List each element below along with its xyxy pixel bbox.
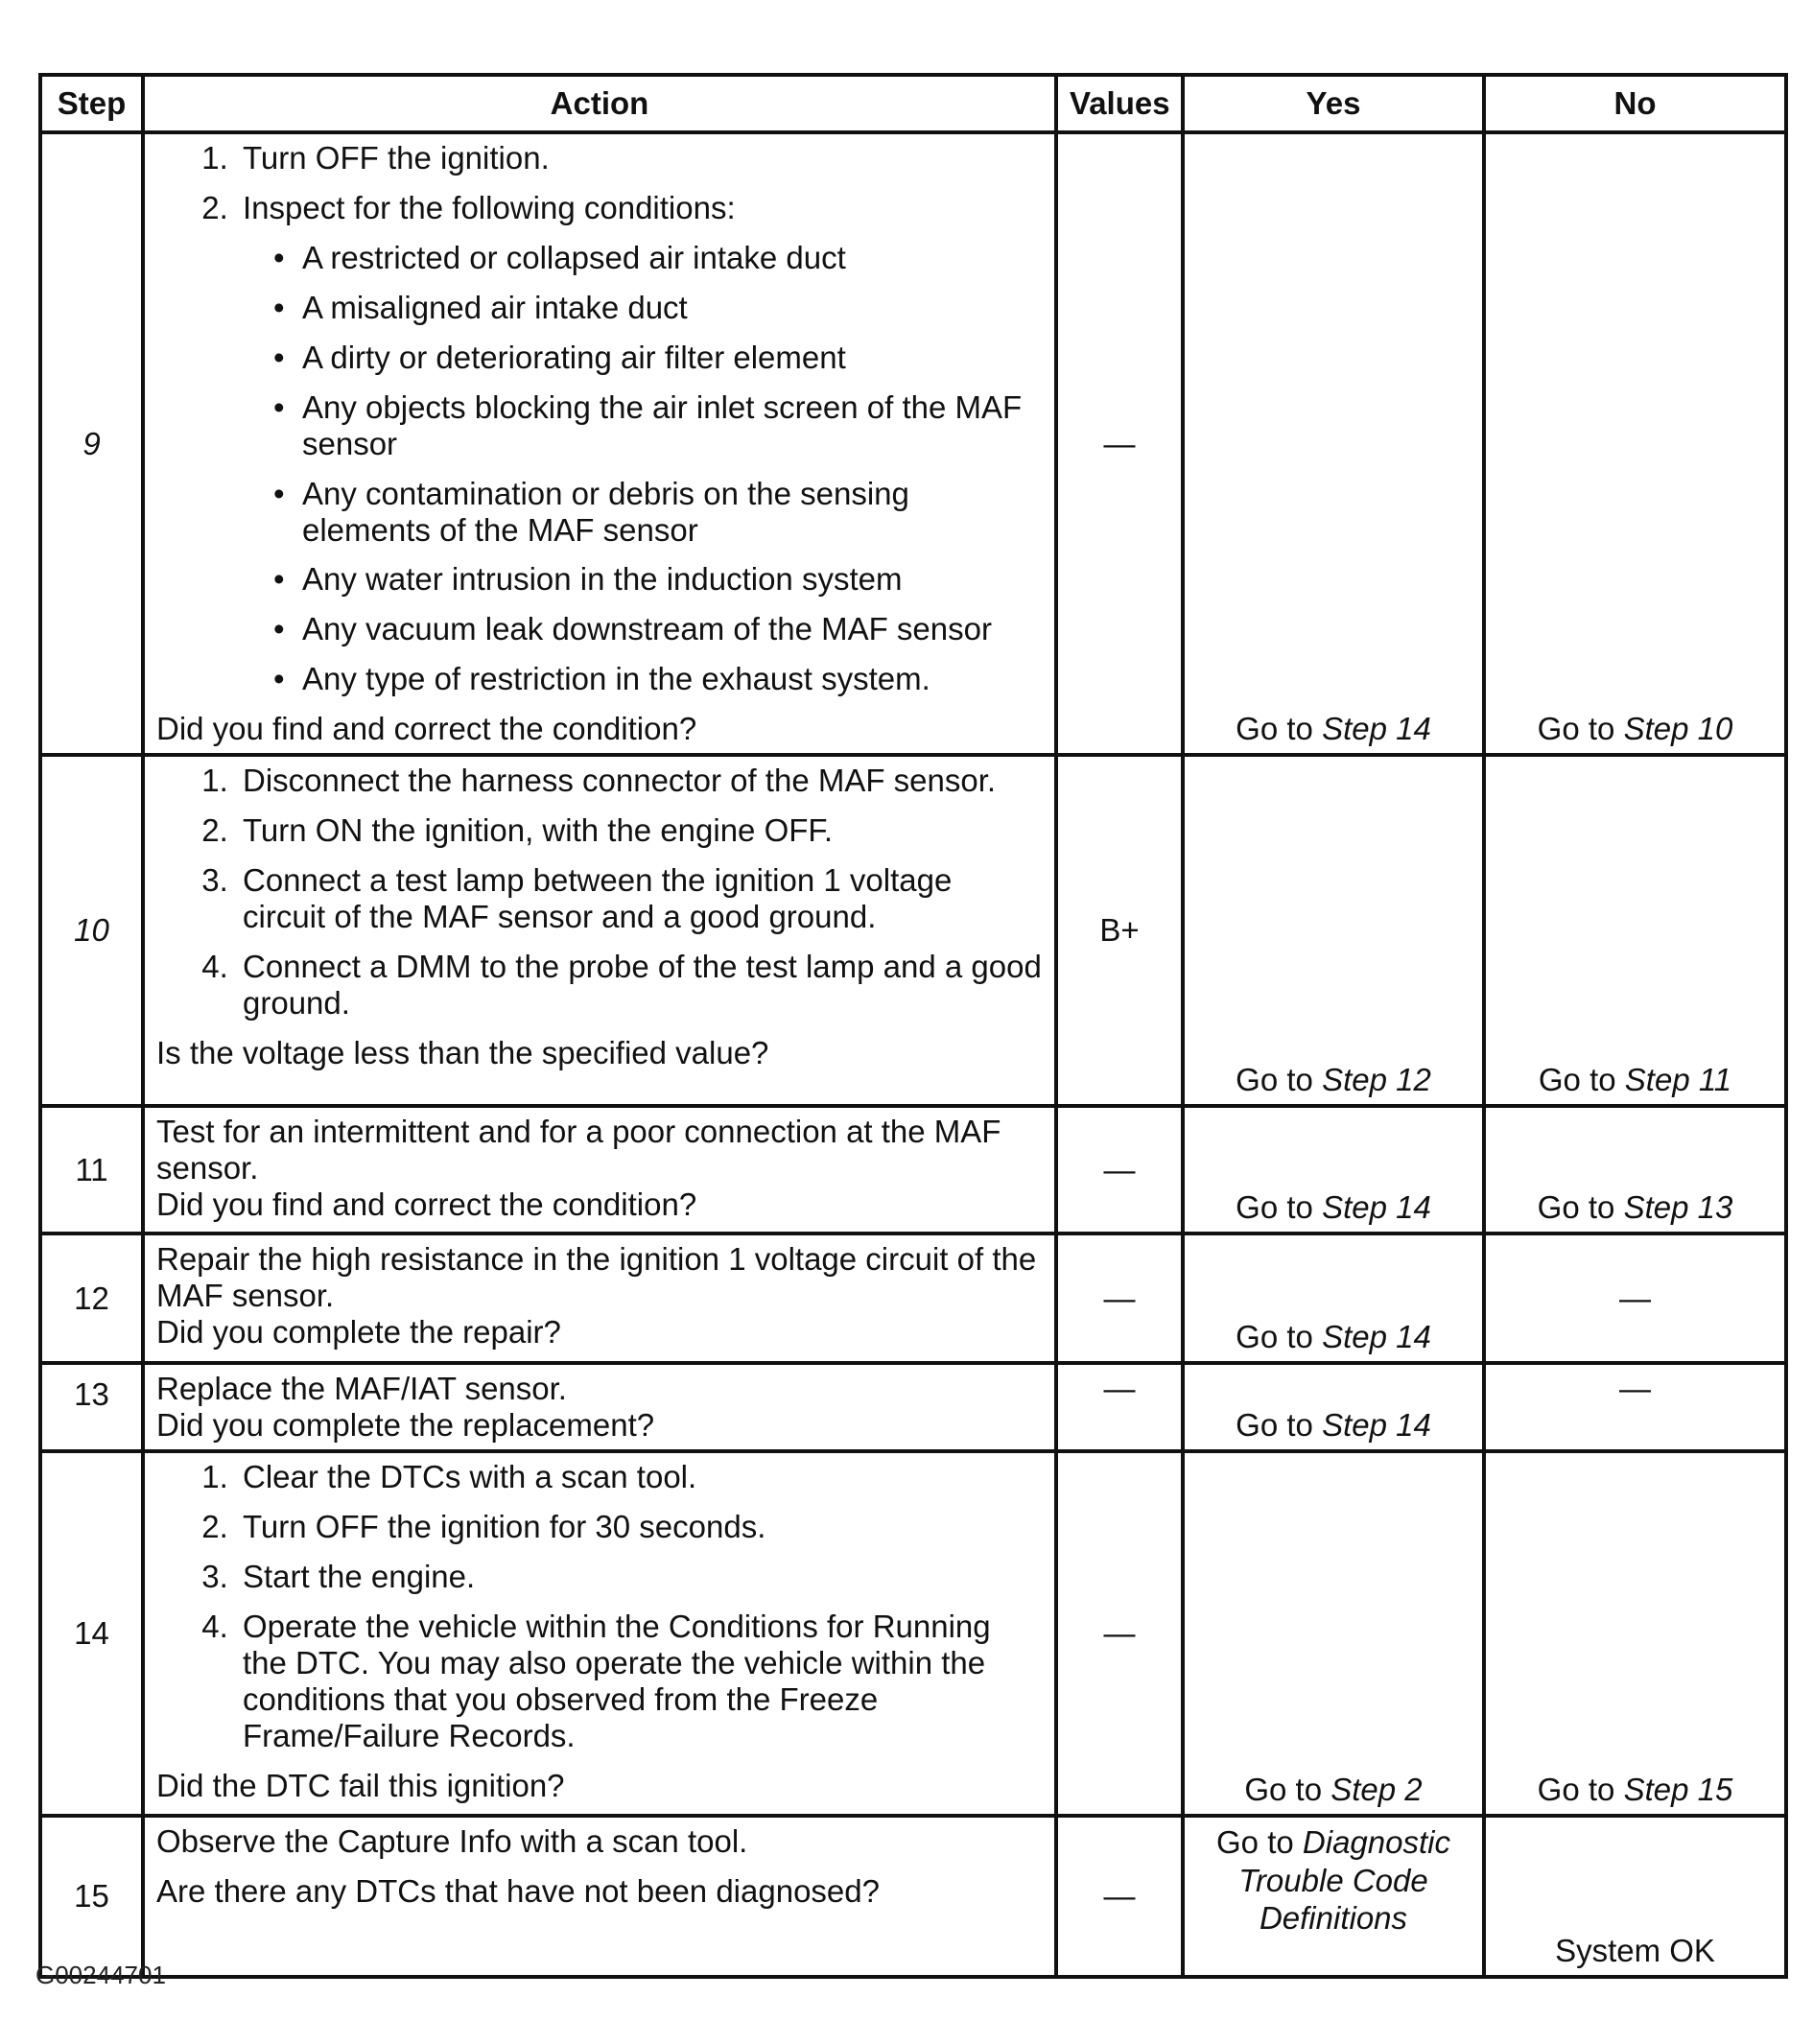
goto-prefix: Go to <box>1244 1772 1331 1808</box>
action-step-text: Inspect for the following conditions: <box>243 189 736 225</box>
step-number: 9 <box>40 132 143 755</box>
action-step: 4. Operate the vehicle within the Conditions for Running the DTC. You may also operate the vehicle within the conditions that you observed from the Freeze Frame/Failure Records. <box>237 1609 1043 1754</box>
goto-target: Step 13 <box>1623 1189 1733 1226</box>
action-cell <box>143 1451 1056 1816</box>
header-step: Step <box>40 75 143 132</box>
action-question: Did you complete the repair? <box>156 1314 561 1351</box>
goto-target: Step 10 <box>1623 711 1733 747</box>
condition-item: • A dirty or deteriorating air filter element <box>273 340 1043 376</box>
action-cell <box>143 1233 1056 1363</box>
condition-list <box>243 240 1043 697</box>
action-step: 2. Turn OFF the ignition for 30 seconds. <box>237 1509 1043 1545</box>
no-cell <box>1484 132 1786 755</box>
goto-prefix: Go to <box>1236 1189 1323 1226</box>
no-cell: — <box>1484 1233 1786 1363</box>
action-text: Test for an intermittent and for a poor connection at the MAF sensor. <box>156 1114 1001 1186</box>
action-steps <box>156 763 1043 1022</box>
header-action: Action <box>143 75 1056 132</box>
step-number: 12 <box>40 1233 143 1363</box>
goto-prefix: Go to <box>1236 1062 1323 1098</box>
action-question: Is the voltage less than the specified value? <box>156 1034 769 1070</box>
action-question: Did you find and correct the condition? <box>156 711 697 747</box>
goto-target: Step 2 <box>1330 1772 1423 1808</box>
no-cell: System OK <box>1484 1816 1786 1977</box>
yes-cell <box>1183 1816 1484 1977</box>
yes-cell <box>1183 1451 1484 1816</box>
diagnostic-table <box>38 73 1788 1979</box>
action-cell <box>143 755 1056 1106</box>
yes-cell <box>1183 1233 1484 1363</box>
table-row <box>40 132 1786 755</box>
table-row <box>40 1233 1786 1363</box>
yes-cell <box>1183 132 1484 755</box>
condition-item: • Any contamination or debris on the sensing elements of the MAF sensor <box>273 476 1043 549</box>
step-number: 11 <box>40 1106 143 1233</box>
diagnostic-table-sheet <box>38 73 1784 1979</box>
action-step <box>237 190 1043 697</box>
table-row <box>40 1816 1786 1977</box>
goto-target: Diagnostic Trouble Code Definitions <box>1238 1824 1450 1937</box>
condition-item: • Any type of restriction in the exhaust system. <box>273 661 1043 697</box>
action-cell <box>143 1363 1056 1451</box>
header-yes: Yes <box>1183 75 1484 132</box>
action-question: Did the DTC fail this ignition? <box>156 1767 565 1803</box>
goto-target: Step 12 <box>1322 1062 1431 1098</box>
yes-cell <box>1183 1363 1484 1451</box>
goto-prefix: Go to <box>1537 711 1624 747</box>
no-cell: — <box>1484 1363 1786 1451</box>
action-question: Did you find and correct the condition? <box>156 1186 697 1223</box>
goto-target: Step 15 <box>1623 1772 1733 1808</box>
action-cell <box>143 1816 1056 1977</box>
condition-item: • Any objects blocking the air inlet screen of the MAF sensor <box>273 389 1043 462</box>
goto-target: Step 14 <box>1322 711 1431 747</box>
header-row <box>40 75 1786 132</box>
value-cell: B+ <box>1056 755 1183 1106</box>
action-steps <box>156 140 1043 697</box>
action-text: Replace the MAF/IAT sensor. <box>156 1371 567 1407</box>
action-text: Repair the high resistance in the ignition 1 voltage circuit of the MAF sensor. <box>156 1241 1037 1314</box>
figure-code: G00244701 <box>35 1961 166 1989</box>
goto-prefix: Go to <box>1236 1319 1323 1355</box>
value-cell: — <box>1056 1233 1183 1363</box>
goto-target: Step 14 <box>1322 1319 1431 1355</box>
yes-cell <box>1183 1106 1484 1233</box>
goto-prefix: Go to <box>1538 1062 1625 1098</box>
action-step: 3. Start the engine. <box>237 1559 1043 1595</box>
action-step: 3. Connect a test lamp between the ignition 1 voltage circuit of the MAF sensor and a good ground. <box>237 862 1043 935</box>
goto-prefix: Go to <box>1216 1824 1303 1861</box>
condition-item: • Any vacuum leak downstream of the MAF sensor <box>273 611 1043 647</box>
action-step: 1. Clear the DTCs with a scan tool. <box>237 1459 1043 1495</box>
condition-item: • A misaligned air intake duct <box>273 290 1043 326</box>
goto-prefix: Go to <box>1236 1407 1323 1444</box>
action-step: 1. Disconnect the harness connector of the MAF sensor. <box>237 763 1043 799</box>
value-cell: — <box>1056 1451 1183 1816</box>
table-row <box>40 1363 1786 1451</box>
goto-target: Step 11 <box>1624 1062 1732 1098</box>
no-cell <box>1484 1451 1786 1816</box>
action-question: Are there any DTCs that have not been diagnosed? <box>156 1873 880 1909</box>
goto-prefix: Go to <box>1236 711 1323 747</box>
header-no: No <box>1484 75 1786 132</box>
action-step: 2. Turn ON the ignition, with the engine OFF. <box>237 812 1043 849</box>
action-step: 4. Connect a DMM to the probe of the test lamp and a good ground. <box>237 949 1043 1022</box>
yes-cell <box>1183 755 1484 1106</box>
condition-item: • Any water intrusion in the induction system <box>273 561 1043 598</box>
condition-item: • A restricted or collapsed air intake duct <box>273 240 1043 276</box>
action-text: Observe the Capture Info with a scan tool. <box>156 1823 748 1860</box>
table-row <box>40 1106 1786 1233</box>
no-cell <box>1484 755 1786 1106</box>
header-values: Values <box>1056 75 1183 132</box>
table-row <box>40 1451 1786 1816</box>
action-question: Did you complete the replacement? <box>156 1407 655 1444</box>
value-cell: — <box>1056 1106 1183 1233</box>
action-steps <box>156 1459 1043 1754</box>
value-cell: — <box>1056 1816 1183 1977</box>
goto-prefix: Go to <box>1537 1189 1624 1226</box>
step-number: 13 <box>40 1363 143 1451</box>
step-number: 14 <box>40 1451 143 1816</box>
value-cell: — <box>1056 1363 1183 1451</box>
action-step: 1. Turn OFF the ignition. <box>237 140 1043 176</box>
table-row <box>40 755 1786 1106</box>
goto-target: Step 14 <box>1322 1189 1431 1226</box>
step-number: 15 <box>40 1816 143 1977</box>
no-cell <box>1484 1106 1786 1233</box>
goto-target: Step 14 <box>1322 1407 1431 1444</box>
action-cell <box>143 132 1056 755</box>
goto-prefix: Go to <box>1537 1772 1624 1808</box>
action-cell <box>143 1106 1056 1233</box>
step-number: 10 <box>40 755 143 1106</box>
value-cell: — <box>1056 132 1183 755</box>
